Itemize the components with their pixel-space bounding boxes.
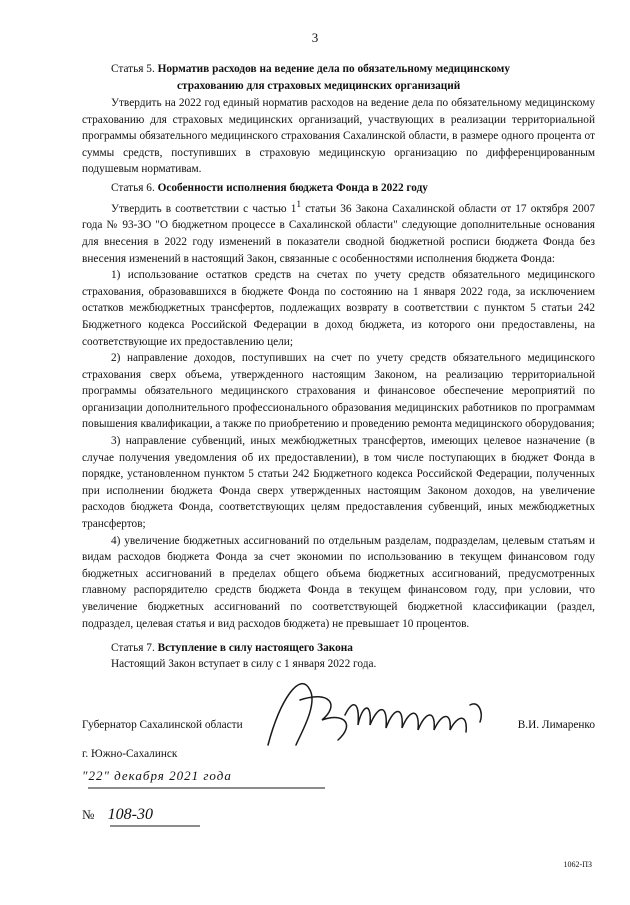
article6-item3: 3) направление субвенций, иных межбюджетных трансфертов, имеющих целевое назначение (в случае получения уведомления об их предоставлении), в том числе поступающих в бюджет Фонда в порядке, установленном пунктом 5 статьи 242 Бюджетного кодекса Российской Федерации, полученных при исполнении бюджета Фонда сверх утвержденных настоящим Законом доходов, на увеличение расходов бюджета Фонда, соответствующих целям предоставления субвенций, иных межбюджетных трансфертов; bbox=[82, 435, 595, 531]
article6-title: Особенности исполнения бюджета Фонда в 2022 году bbox=[157, 182, 428, 194]
article7-text: Настоящий Закон вступает в силу с 1 января 2022 года. bbox=[111, 658, 377, 670]
page-number: 3 bbox=[311, 30, 319, 45]
number-prefix: № bbox=[82, 807, 95, 822]
article6-item4: 4) увеличение бюджетных ассигнований по отдельным разделам, подразделам, целевым статьям и видам расходов бюджета Фонда за счет экономии по использованию в текущем финансовом году бюджетных ассигнований в пределах общего объема бюджетных ассигнований, предусмотренных главному распорядителю средств бюджета Фонда в текущем финансовом году, при условии, что увеличение бюджетных ассигнований по соответствующей бюджетной классификации (раздел, подраздел, целевая статья и вид расходов бюджета) не превышает 10 процентов. bbox=[82, 534, 595, 630]
article6-item1: 1) использование остатков средств на счетах по учету средств обязательного медицинского страхования, образовавшихся в бюджете Фонда по состоянию на 1 января 2022 года, за исключением остатков межбюджетных трансфертов, подлежащих возврату в соответствии с пунктом 5 статьи 242 Бюджетного кодекса Российской Федерации в доход бюджета, из которого они предоставлены, на соответствующие их предоставлению цели; bbox=[82, 269, 595, 348]
governor-name: В.И. Лимаренко bbox=[517, 719, 595, 731]
article6-item2: 2) направление доходов, поступивших на счет по учету средств обязательного медицинского страхования сверх объема, утвержденного настоящим Законом, на реализацию территориальной программы обязательного медицинского страхования и финансовое обеспечение мероприятий по организации дополнительного профессионального образования медицинских работников по программам повышения квалификации, а также по приобретению и проведению ремонта медицинского оборудования; bbox=[82, 352, 595, 431]
article7-label: Статья 7. bbox=[111, 642, 155, 654]
date-handwritten bbox=[82, 768, 232, 784]
law-number bbox=[82, 806, 153, 824]
article6-intro-b: статьи 36 Закона Сахалинской области от 17 октября 2007 года № 93-ЗО "О бюджетном процессе в Сахалинской области" следующие дополнительные основания для внесения в 2022 году изменений в показатели сводной бюджетной росписи бюджета Фонда без внесения изменений в настоящий Закон, связанные с особенностями исполнения бюджета Фонда: bbox=[82, 202, 595, 265]
governor-position: Губернатор Сахалинской области bbox=[82, 719, 243, 731]
article5-title-line1: Норматив расходов на ведение дела по обязательному медицинскому bbox=[157, 63, 510, 75]
date-text: "22" декабря 2021 года bbox=[82, 768, 232, 783]
number-handwritten: 108-30 bbox=[107, 806, 153, 823]
article6-label: Статья 6. bbox=[111, 182, 155, 194]
article5-text: Утвердить на 2022 год единый норматив расходов на ведение дела по обязательному медицинскому страхованию для страховых медицинских организаций, участвующих в реализации территориальной программы обязательного медицинского страхования Сахалинской области, в размере одного процента от суммы средств, поступивших в страховую медицинскую организацию по дифференцированным подушевым нормативам. bbox=[82, 97, 595, 176]
article5-title-line2: страхованию для страховых медицинских организаций bbox=[177, 79, 461, 92]
article6-intro-sup: 1 bbox=[296, 200, 302, 210]
article7-title: Вступление в силу настоящего Закона bbox=[157, 642, 353, 654]
signature-scribble bbox=[268, 684, 481, 745]
city: г. Южно-Сахалинск bbox=[82, 748, 178, 760]
document-code: 1062-ПЗ bbox=[563, 860, 592, 869]
article5-label: Статья 5. bbox=[111, 63, 155, 75]
article6-intro-a: Утвердить в соответствии с частью 1 bbox=[111, 202, 297, 215]
